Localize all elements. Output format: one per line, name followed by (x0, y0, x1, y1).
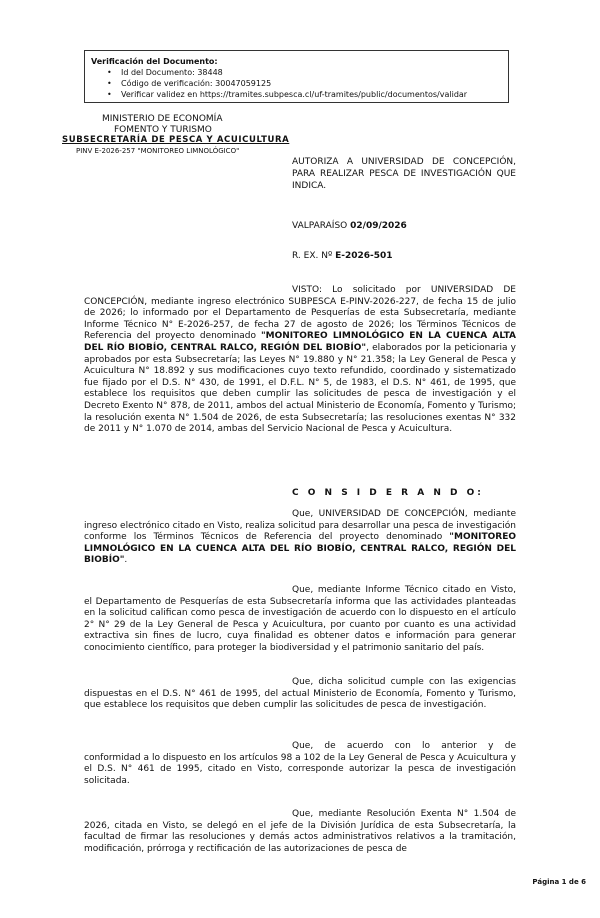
considerando-2: Que, mediante Informe Técnico citado en Visto, el Departamento de Pesquerías de esta Subsecretaría informa que las actividades planteadas en la solicitud califican como pesca de investigación de acuerdo con lo dispuesto en el artículo 2° N° 29 de la Ley General de Pesca y Acuicultura, por cuanto por cuanto es una actividad extractiva sin fines de lucro, cuya finalidad es obtener datos e información para generar conocimiento científico, para proteger la biodiversidad y el patrimonio sanitario del país. (84, 585, 516, 653)
city: VALPARAÍSO (292, 221, 348, 231)
place-date (292, 220, 516, 232)
subsecretaria-name: SUBSECRETARÍA DE PESCA Y ACUICULTURA (62, 135, 290, 145)
verification-title: Verificación del Documento: (91, 57, 218, 66)
visto-text: VISTO: Lo solicitado por UNIVERSIDAD DE CONCEPCIÓN, mediante ingreso electrónico SUBPESCA E-PINV-2026-227, de fecha 15 de julio de 2026; lo informado por el Departamento de Pesquerías de esta Subsecretaría, mediante Informe Técnico N° E-2026-257, de fecha 27 de agosto de 2026; los Términos Técnicos de Referencia del proyecto denominado (84, 285, 516, 342)
verification-list (91, 67, 502, 100)
rex-number: E-2026-501 (335, 251, 393, 261)
resolution-summary: AUTORIZA A UNIVERSIDAD DE CONCEPCIÓN, PARA REALIZAR PESCA DE INVESTIGACIÓN QUE INDICA. (292, 157, 516, 191)
visto-project-name: "MONITOREO LIMNOLÓGICO EN LA CUENCA ALTA DEL RÍO BIOBÍO, CENTRAL RALCO, REGIÓN DEL BIOBÍO" (84, 331, 516, 353)
ministry-subname: FOMENTO Y TURISMO (114, 125, 212, 135)
page-number: Página 1 de 6 (532, 878, 586, 886)
considerando-3: Que, dicha solicitud cumple con las exigencias dispuestas en el D.S. N° 461 de 1995, del actual Ministerio de Economía, Fomento y Turismo, que establece los requisitos que deben cumplir las solicitudes de pesca de investigación. (84, 677, 516, 711)
visto-text-cont: , elaborados por la peticionaria y aprobados por esta Subsecretaría; las Leyes N° 19.880 y N° 21.358; la Ley General de Pesca y Acuicultura N° 18.892 y sus modificaciones cuyo texto refundido, coordinado y sistematizado fue fijado por el D.S. N° 430, de 1991, el D.F.L. N° 5, de 1983, el D.S. N° 461, de 1995, que establece los requisitos que deben cumplir las solicitudes de pesca de investigación y el Decreto Exento N° 878, de 2011, ambos del actual Ministerio de Economía, Fomento y Turismo; la resolución exenta N° 1.504 de 2026, de esta Subsecretaría; las resoluciones exentas N° 332 de 2011 y N° 1.070 de 2014, ambas del Servicio Nacional de Pesca y Acuicultura. (84, 342, 516, 435)
considerando-1-project: "MONITOREO LIMNOLÓGICO EN LA CUENCA ALTA DEL RÍO BIOBÍO, CENTRAL RALCO, REGIÓN DEL BIOBÍO" (84, 532, 516, 566)
date: 02/09/2026 (350, 221, 407, 231)
resolution-number (292, 250, 516, 262)
considerando-1 (84, 509, 516, 567)
verification-box (84, 50, 509, 103)
visto-paragraph (84, 285, 516, 436)
rex-label: R. EX. Nº (292, 251, 333, 261)
considerando-heading: C O N S I D E R A N D O: (292, 488, 484, 498)
considerando-4: Que, de acuerdo con lo anterior y de conformidad a lo dispuesto en los artículos 98 a 102 de la Ley General de Pesca y Acuicultura y el D.S. N° 461 de 1995, citado en Visto, corresponde autorizar la pesca de investigación solicitada. (84, 741, 516, 786)
verification-code: • Código de verificación: 30047059125 (121, 78, 502, 89)
ministry-name: MINISTERIO DE ECONOMÍA (102, 114, 223, 124)
verification-url[interactable]: • Verificar validez en https://tramites.subpesca.cl/uf-tramites/public/documentos/validar (121, 89, 502, 100)
document-reference: PINV E-2026-257 "MONITOREO LIMNOLÓGICO" (76, 147, 240, 155)
considerando-1-text: Que, UNIVERSIDAD DE CONCEPCIÓN, mediante ingreso electrónico citado en Visto, realiza solicitud para desarrollar una pesca de investigación conforme los Términos Técnicos de Referencia del proyecto denominado (84, 509, 516, 543)
considerando-1-end: . (124, 555, 128, 566)
document-id: • Id del Documento: 38448 (121, 67, 502, 78)
considerando-5: Que, mediante Resolución Exenta N° 1.504 de 2026, citada en Visto, se delegó en el jefe de la División Jurídica de esta Subsecretaría, la facultad de firmar las resoluciones y demás actos administrativos relativos a la tramitación, modificación, prórroga y rectificación de las autorizaciones de pesca de (84, 809, 516, 854)
